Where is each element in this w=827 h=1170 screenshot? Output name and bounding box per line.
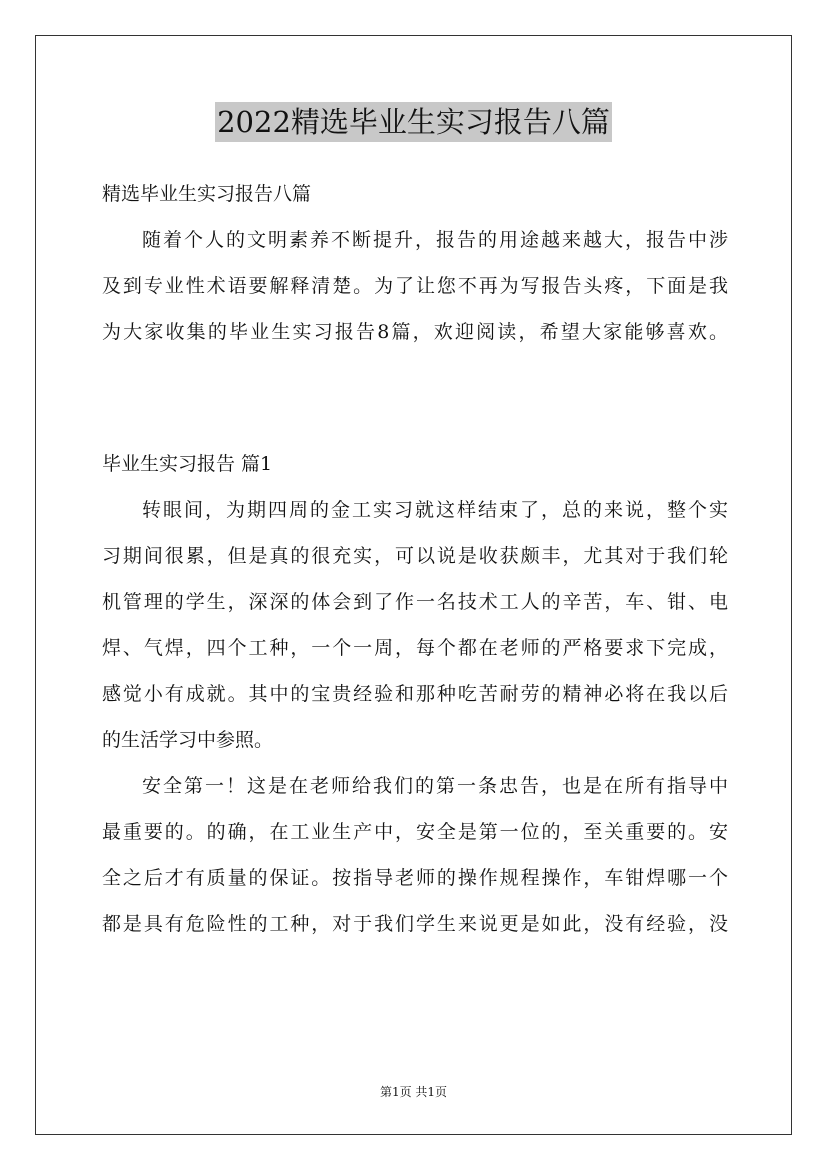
paragraph-line: 安全第一！这是在老师给我们的第一条忠告，也是在所有指导中	[142, 775, 728, 797]
document-body	[102, 174, 728, 950]
paragraph-line: 都是具有危险性的工种，对于我们学生来说更是如此，没有经验，没	[102, 913, 728, 935]
paragraph-line: 焊、气焊，四个工种，一个一周，每个都在老师的严格要求下完成，	[102, 637, 728, 659]
paragraph-line: 的生活学习中参照。	[102, 729, 274, 751]
intro-line: 及到专业性术语要解释清楚。为了让您不再为写报告头疼，下面是我	[102, 275, 728, 297]
document-title: 2022精选毕业生实习报告八篇	[215, 102, 612, 142]
title-container	[0, 102, 827, 142]
section-gap	[102, 358, 728, 444]
section-heading: 毕业生实习报告 篇1	[102, 453, 273, 475]
paragraph-line: 机管理的学生，深深的体会到了作一名技术工人的辛苦，车、钳、电	[102, 591, 728, 613]
page-number-footer: 第1页 共1页	[379, 1085, 448, 1099]
paragraph-line: 全之后才有质量的保证。按指导老师的操作规程操作，车钳焊哪一个	[102, 867, 728, 889]
paragraph-line: 感觉小有成就。其中的宝贵经验和那种吃苦耐劳的精神必将在我以后	[102, 683, 728, 705]
intro-line: 为大家收集的毕业生实习报告8篇，欢迎阅读，希望大家能够喜欢。	[102, 321, 728, 343]
paragraph-line: 习期间很累，但是真的很充实，可以说是收获颇丰，尤其对于我们轮	[102, 545, 728, 567]
paragraph-line: 转眼间，为期四周的金工实习就这样结束了，总的来说，整个实	[142, 499, 728, 521]
intro-line: 随着个人的文明素养不断提升，报告的用途越来越大，报告中涉	[142, 229, 728, 251]
paragraph-line: 最重要的。的确，在工业生产中，安全是第一位的，至关重要的。安	[102, 821, 728, 843]
document-subtitle: 精选毕业生实习报告八篇	[102, 183, 312, 205]
